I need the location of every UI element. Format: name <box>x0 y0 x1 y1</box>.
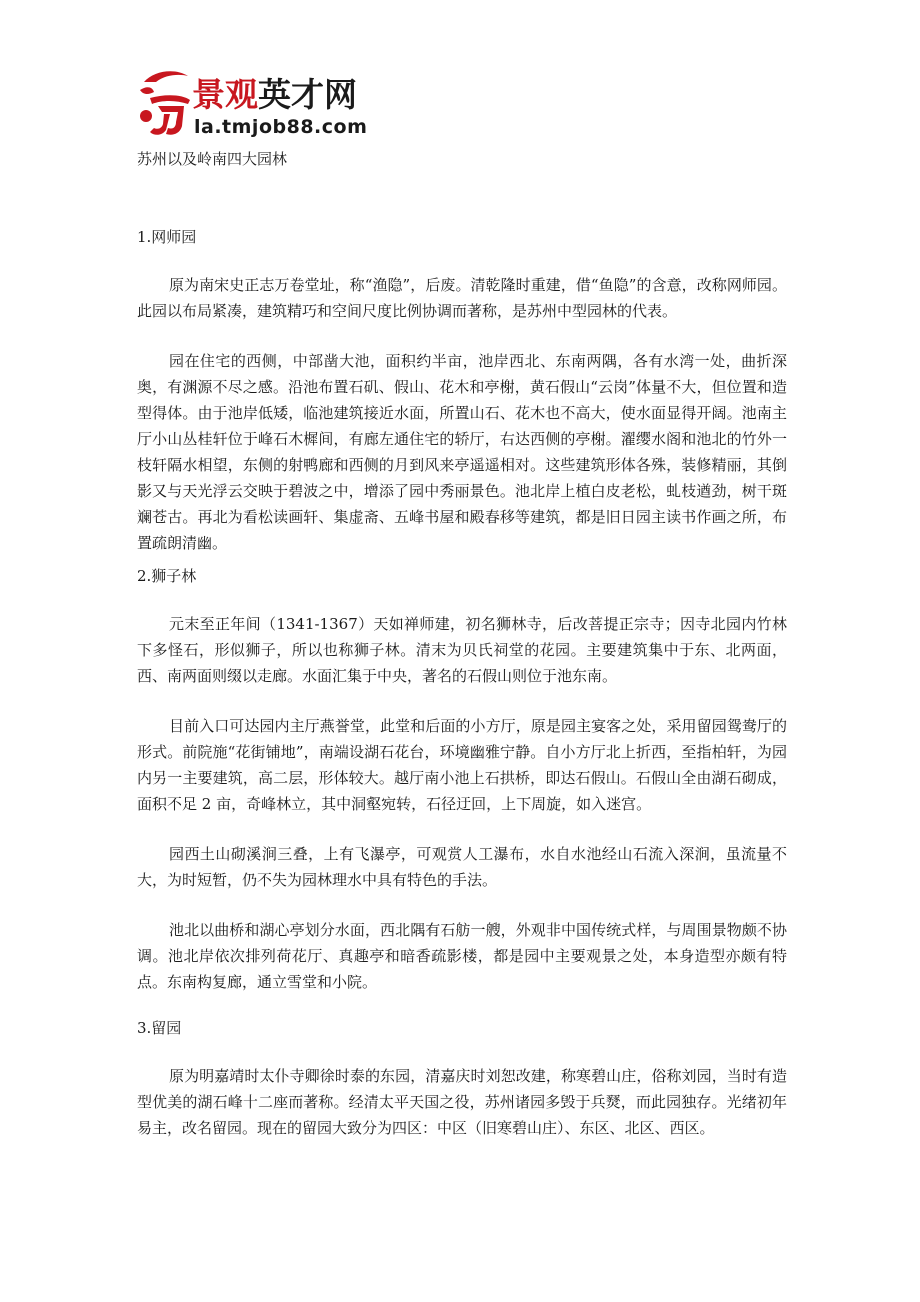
document-title: 苏州以及岭南四大园林 <box>137 150 288 168</box>
paragraph: 原为南宋史正志万卷堂址，称“渔隐”，后废。清乾隆时重建，借“鱼隐”的含意，改称网师园。此园以布局紧凑，建筑精巧和空间尺度比例协调而著称，是苏州中型园林的代表。 <box>137 276 787 320</box>
section-lingering-garden <box>137 1017 787 1141</box>
logo-mark-icon <box>136 68 194 138</box>
logo-name-part1: 景观 <box>192 75 258 114</box>
site-logo[interactable] <box>136 68 386 140</box>
paragraph: 池北以曲桥和湖心亭划分水面，西北隅有石舫一艘，外观非中国传统式样，与周围景物颇不协调。池北岸依次排列荷花厅、真趣亭和暗香疏影楼，都是园中主要观景之处，本身造型亦颇有特点。东南构复廊，通立雪堂和小院。 <box>137 921 787 991</box>
section-heading: 3.留园 <box>137 1019 182 1037</box>
paragraph: 目前入口可达园内主厅燕誉堂，此堂和后面的小方厅，原是园主宴客之处，采用留园鸳鸯厅的形式。前院施“花街铺地”，南端设湖石花台，环境幽雅宁静。自小方厅北上折西，至指柏轩，为园内另一主要建筑，高二层，形体较大。越厅南小池上石拱桥，即达石假山。石假山全由湖石砌成，面积不足 2 亩，奇峰林立，其中洞壑宛转，石径迂回，上下周旋，如入迷宫。 <box>137 717 787 813</box>
section-wangshi-garden <box>137 226 787 556</box>
paragraph: 元末至正年间（1341-1367）天如禅师建，初名狮林寺，后改菩提正宗寺；因寺北园内竹林下多怪石，形似狮子，所以也称狮子林。清末为贝氏祠堂的花园。主要建筑集中于东、北两面，西、南两面则缀以走廊。水面汇集于中央，著名的石假山则位于池东南。 <box>137 615 787 685</box>
paragraph: 园西土山砌溪涧三叠，上有飞瀑亭，可观赏人工瀑布，水自水池经山石流入深涧，虽流量不大，为时短暂，仍不失为园林理水中具有特色的手法。 <box>137 845 787 889</box>
section-lion-grove <box>137 565 787 995</box>
section-heading: 2.狮子林 <box>137 567 197 585</box>
paragraph: 园在住宅的西侧，中部凿大池，面积约半亩，池岸西北、东南两隅，各有水湾一处，曲折深奥，有渊源不尽之感。沿池布置石矶、假山、花木和亭榭，黄石假山“云岗”体量不大，但位置和造型得体。由于池岸低矮，临池建筑接近水面，所置山石、花木也不高大，使水面显得开阔。池南主厅小山丛桂轩位于峰石木樨间，有廊左通住宅的轿厅，右达西侧的亭榭。濯缨水阁和池北的竹外一枝轩隔水相望，东侧的射鸭廊和西侧的月到风来亭遥遥相对。这些建筑形体各殊，装修精丽，其倒影又与天光浮云交映于碧波之中，增添了园中秀丽景色。池北岸上植白皮老松，虬枝遒劲，树干斑斓苍古。再北为看松读画轩、集虚斋、五峰书屋和殿春移等建筑，都是旧日园主读书作画之所，布置疏朗清幽。 <box>137 352 787 552</box>
logo-name <box>192 76 357 114</box>
section-heading: 1.网师园 <box>137 228 197 246</box>
paragraph: 原为明嘉靖时太仆寺卿徐时泰的东园，清嘉庆时刘恕改建，称寒碧山庄，俗称刘园，当时有造型优美的湖石峰十二座而著称。经清太平天国之役，苏州诸园多毁于兵燹，而此园独存。光绪初年易主，改名留园。现在的留园大致分为四区：中区（旧寒碧山庄）、东区、北区、西区。 <box>137 1067 787 1137</box>
logo-name-part2: 英才网 <box>258 75 357 114</box>
logo-url: la.tmjob88.com <box>194 116 368 138</box>
